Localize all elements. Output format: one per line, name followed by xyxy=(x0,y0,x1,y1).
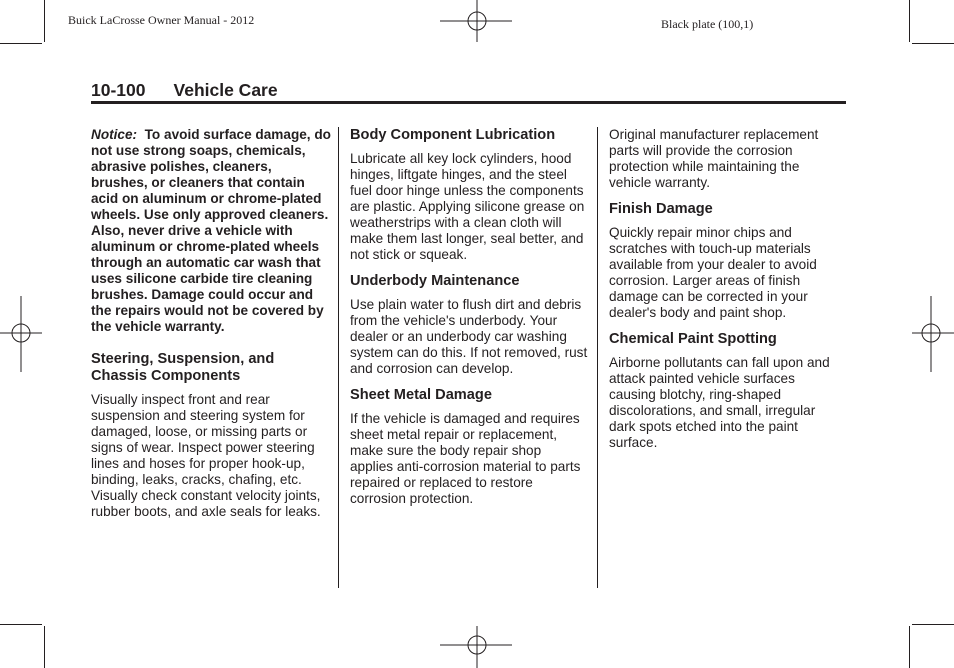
lubrication-text: Lubricate all key lock cylinders, hood hinges, liftgate hinges, and the steel fuel door hinge unless the components are plastic. Applying silicone grease on weatherstrips with a clean cloth will make them last longer, seal better, and not stick or squeak. xyxy=(350,151,585,262)
manual-title: Buick LaCrosse Owner Manual - 2012 xyxy=(68,13,255,27)
registration-mark-right xyxy=(910,296,954,372)
registration-mark-top xyxy=(440,0,516,44)
warranty-text: Original manufacturer replacement parts will provide the corrosion protection while maintaining the vehicle warranty. xyxy=(609,127,819,190)
page-number: 10-100 xyxy=(91,80,146,100)
notice-paragraph xyxy=(91,127,331,335)
chemical-spotting-heading: Chemical Paint Spotting xyxy=(609,331,777,347)
column-divider-1 xyxy=(338,127,339,588)
underbody-heading: Underbody Maintenance xyxy=(350,273,520,289)
sheet-metal-heading: Sheet Metal Damage xyxy=(350,387,492,403)
lubrication-heading: Body Component Lubrication xyxy=(350,127,556,143)
notice-label: Notice: xyxy=(91,127,138,142)
header-rule xyxy=(91,101,846,104)
section-title: Vehicle Care xyxy=(173,80,278,100)
column-divider-2 xyxy=(597,127,598,588)
finish-damage-heading: Finish Damage xyxy=(609,201,713,217)
column-3 xyxy=(609,127,845,451)
notice-text: To avoid surface damage, do not use strong soaps, chemicals, abrasive polishes, cleaners, brushes, or cleaners that contain acid on aluminum or chrome-plated wheels. Use only approved cleaners. Also, never drive a vehicle with aluminum or chrome-plated wheels through an automatic car wash that uses silicone carbide tire cleaning brushes. Damage could occur and the repairs would not be covered by the vehicle warranty. xyxy=(91,127,331,334)
chemical-spotting-text: Airborne pollutants can fall upon and attack painted vehicle surfaces causing blotchy, ring-shaped discolorations, and small, irregular dark spots etched into the paint surface. xyxy=(609,355,830,450)
finish-damage-text: Quickly repair minor chips and scratches with touch-up materials available from your dealer to avoid corrosion. Larger areas of finish damage can be corrected in your dealer's body and paint shop. xyxy=(609,225,817,320)
plate-label: Black plate (100,1) xyxy=(661,17,754,31)
underbody-text: Use plain water to flush dirt and debris from the vehicle's underbody. Your dealer or an underbody car washing system can do this. If not removed, rust and corrosion can develop. xyxy=(350,297,588,376)
registration-mark-left xyxy=(0,296,44,372)
steering-heading: Steering, Suspension, and Chassis Components xyxy=(91,351,275,384)
steering-text: Visually inspect front and rear suspension and steering system for damaged, loose, or missing parts or signs of wear. Inspect power steering lines and hoses for proper hook-up, binding, leaks, cracks, chafing, etc. Visually check constant velocity joints, rubber boots, and axle seals for leaks. xyxy=(91,392,321,519)
page-heading xyxy=(91,80,278,101)
column-1 xyxy=(91,127,331,520)
sheet-metal-text: If the vehicle is damaged and requires sheet metal repair or replacement, make sure the body repair shop applies anti-corrosion material to parts repaired or replaced to restore corrosion protection. xyxy=(350,411,581,506)
column-2 xyxy=(350,127,588,507)
registration-mark-bottom xyxy=(440,624,516,668)
